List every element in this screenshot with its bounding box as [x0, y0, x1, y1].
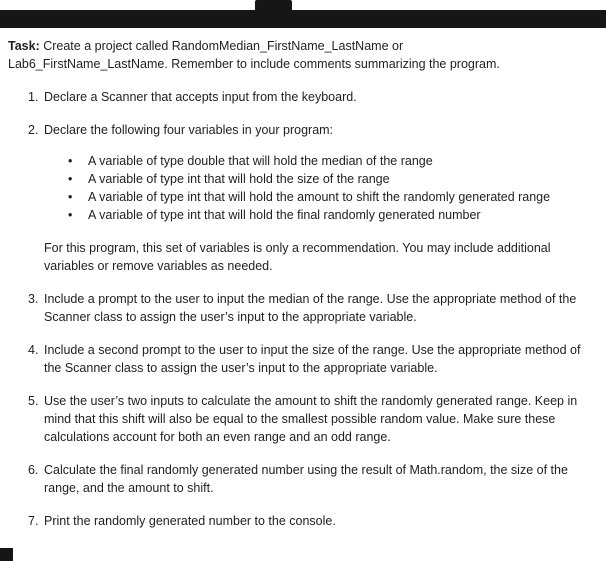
bullet-item — [68, 152, 598, 170]
task-label: Task: — [8, 39, 40, 53]
item-text: Declare a Scanner that accepts input from the keyboard. — [44, 90, 357, 104]
item-number: 6. — [28, 463, 39, 477]
task-text: Create a project called RandomMedian_FirstName_LastName or Lab6_FirstName_LastName. Remember to include comments summarizing the program. — [8, 39, 500, 71]
bullet-item — [68, 206, 598, 224]
bullet-text: A variable of type int that will hold the final randomly generated number — [88, 208, 481, 222]
bullet-marker — [68, 206, 88, 224]
document-page — [0, 28, 606, 530]
item-text: Print the randomly generated number to the console. — [44, 514, 336, 528]
bullet-marker — [68, 170, 88, 188]
bullet-text: A variable of type int that will hold the amount to shift the randomly generated range — [88, 190, 551, 204]
numbered-item — [28, 88, 598, 106]
item-number: 4. — [28, 343, 39, 357]
task-paragraph — [8, 37, 548, 73]
corner-marker — [0, 548, 13, 561]
numbered-item — [28, 461, 598, 497]
bullet-item — [68, 188, 598, 206]
item-text: Use the user’s two inputs to calculate the amount to shift the randomly generated range. Keep in mind that this shift will also be equal to the smallest possible random value. Make sure these calculations account for both an even range and an odd range. — [44, 394, 578, 444]
bullet-item — [68, 170, 598, 188]
bullet-marker — [68, 188, 88, 206]
item-number: 7. — [28, 514, 39, 528]
item-number: 2. — [28, 123, 39, 137]
numbered-item — [28, 341, 598, 377]
item-text: Calculate the final randomly generated number using the result of Math.random, the size of the range, and the amount to shift. — [44, 463, 568, 495]
item-text: Include a prompt to the user to input the median of the range. Use the appropriate method of the Scanner class to assign the user’s input to the appropriate variable. — [44, 292, 577, 324]
numbered-item — [28, 512, 598, 530]
bullet-list — [68, 152, 598, 224]
numbered-item — [28, 290, 598, 326]
item-number: 1. — [28, 90, 39, 104]
top-bar — [0, 10, 606, 28]
bullet-text: A variable of type int that will hold the size of the range — [88, 172, 390, 186]
note-paragraph: For this program, this set of variables is only a recommendation. You may include additional variables or remove variables as needed. — [44, 241, 551, 273]
bullet-marker — [68, 152, 88, 170]
item-number: 5. — [28, 394, 39, 408]
item-number: 3. — [28, 292, 39, 306]
bullet-text: A variable of type double that will hold the median of the range — [88, 154, 433, 168]
item-text: Include a second prompt to the user to input the size of the range. Use the appropriate method of the Scanner class to assign the user’s input to the appropriate variable. — [44, 343, 581, 375]
numbered-item — [28, 121, 598, 139]
item-text: Declare the following four variables in your program: — [44, 123, 334, 137]
numbered-item — [28, 392, 598, 446]
